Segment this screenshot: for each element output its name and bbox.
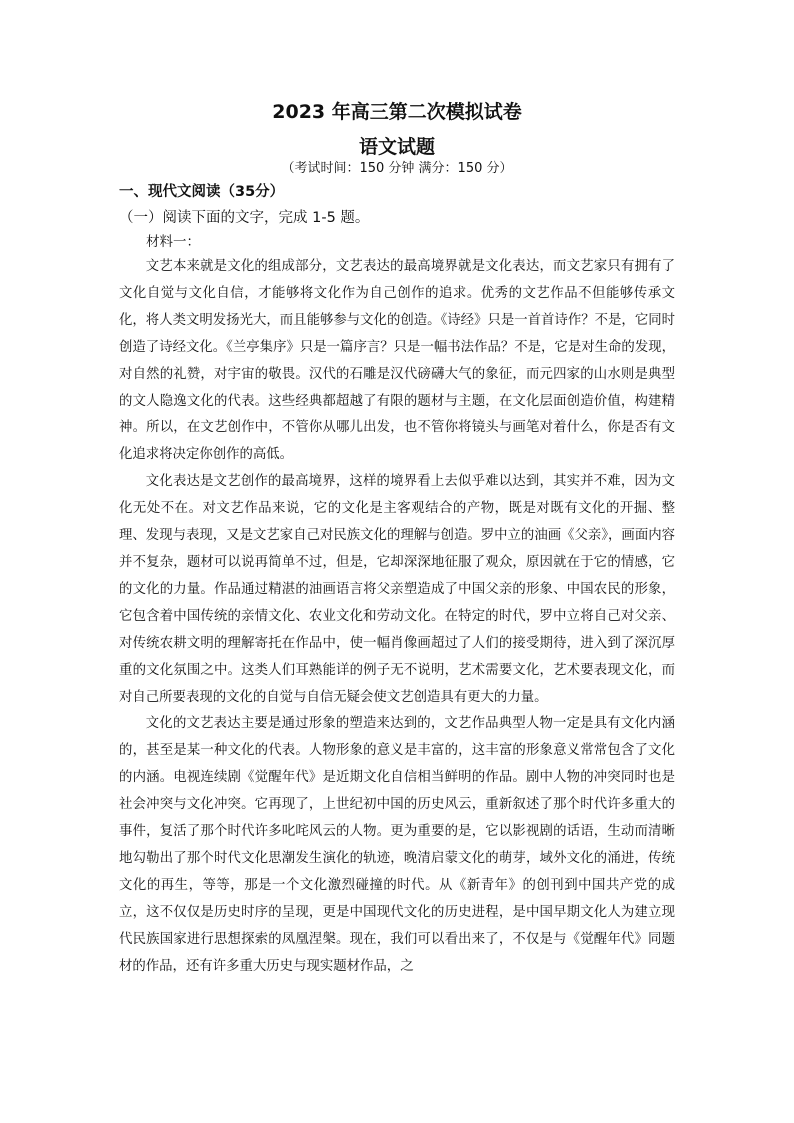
exam-info: （考试时间：150 分钟 满分：150 分） (281, 161, 513, 176)
passage-paragraph: 文艺本来就是文化的组成部分，文艺表达的最高境界就是文化表达，而文艺家只有拥有了文化自觉与文化自信，才能够将文化作为自己创作的追求。优秀的文艺作品不但能够传承文化，将人类文明发扬光大，而且能够参与文化的创造。《诗经》只是一首首诗作？不是，它同时创造了诗经文化。《兰亭集序》只是一篇序言？只是一幅书法作品？不是，它是对生命的发现，对自然的礼赞，对宇宙的敬畏。汉代的石雕是汉代磅礴大气的象征，而元四家的山水则是典型的文人隐逸文化的代表。这些经典都超越了有限的题材与主题，在文化层面创造价值，构建精神。所以，在文艺创作中，不管你从哪儿出发，也不管你将镜头与画笔对着什么，你是否有文化追求将决定你创作的高低。 (119, 259, 675, 463)
subject-title: 语文试题 (358, 136, 435, 158)
material-label: 材料一： (146, 234, 200, 250)
exam-title: 2023 年高三第二次模拟试卷 (272, 101, 522, 123)
section-heading: 一、现代文阅读（35分） (119, 184, 285, 200)
passage-paragraph: 文化表达是文艺创作的最高境界，这样的境界看上去似乎难以达到，其实并不难，因为文化无处不在。对文艺作品来说，它的文化是主客观结合的产物，既是对既有文化的开掘、整理、发现与表现，又是文艺家自己对民族文化的理解与创造。罗中立的油画《父亲》，画面内容并不复杂，题材可以说再简单不过，但是，它却深深地征服了观众，原因就在于它的情感，它的文化的力量。作品通过精湛的油画语言将父亲塑造成了中国父亲的形象、中国农民的形象，它包含着中国传统的亲情文化、农业文化和劳动文化。在特定的时代，罗中立将自己对父亲、对传统农耕文明的理解寄托在作品中，使一幅肖像画超过了人们的接受期待，进入到了深沉厚重的文化氛围之中。这类人们耳熟能详的例子无不说明，艺术需要文化，艺术要表现文化，而对自己所要表现的文化的自觉与自信无疑会使文艺创造具有更大的力量。 (119, 474, 675, 705)
reading-passage (119, 254, 675, 980)
part-heading: （一）阅读下面的文字，完成 1-5 题。 (119, 210, 370, 226)
passage-paragraph: 文化的文艺表达主要是通过形象的塑造来达到的，文艺作品典型人物一定是具有文化内涵的，甚至是某一种文化的代表。人物形象的意义是丰富的，这丰富的形象意义常常包含了文化的内涵。电视连续剧《觉醒年代》是近期文化自信相当鲜明的作品。剧中人物的冲突同时也是社会冲突与文化冲突。它再现了，上世纪初中国的历史风云，重新叙述了那个时代许多重大的事件，复活了那个时代许多叱咤风云的人物。更为重要的是，它以影视剧的话语，生动而清晰地勾勒出了那个时代文化思潮发生演化的轨迹，晚清启蒙文化的萌芽，域外文化的涌进，传统文化的再生，等等，那是一个文化激烈碰撞的时代。从《新青年》的创刊到中国共产党的成立，这不仅仅是历史时序的呈现，更是中国现代文化的历史进程，是中国早期文化人为建立现代民族国家进行思想探索的凤凰涅槃。现在，我们可以看出来了，不仅是与《觉醒年代》同题材的作品，还有许多重大历史与现实题材作品，之 (119, 716, 675, 974)
